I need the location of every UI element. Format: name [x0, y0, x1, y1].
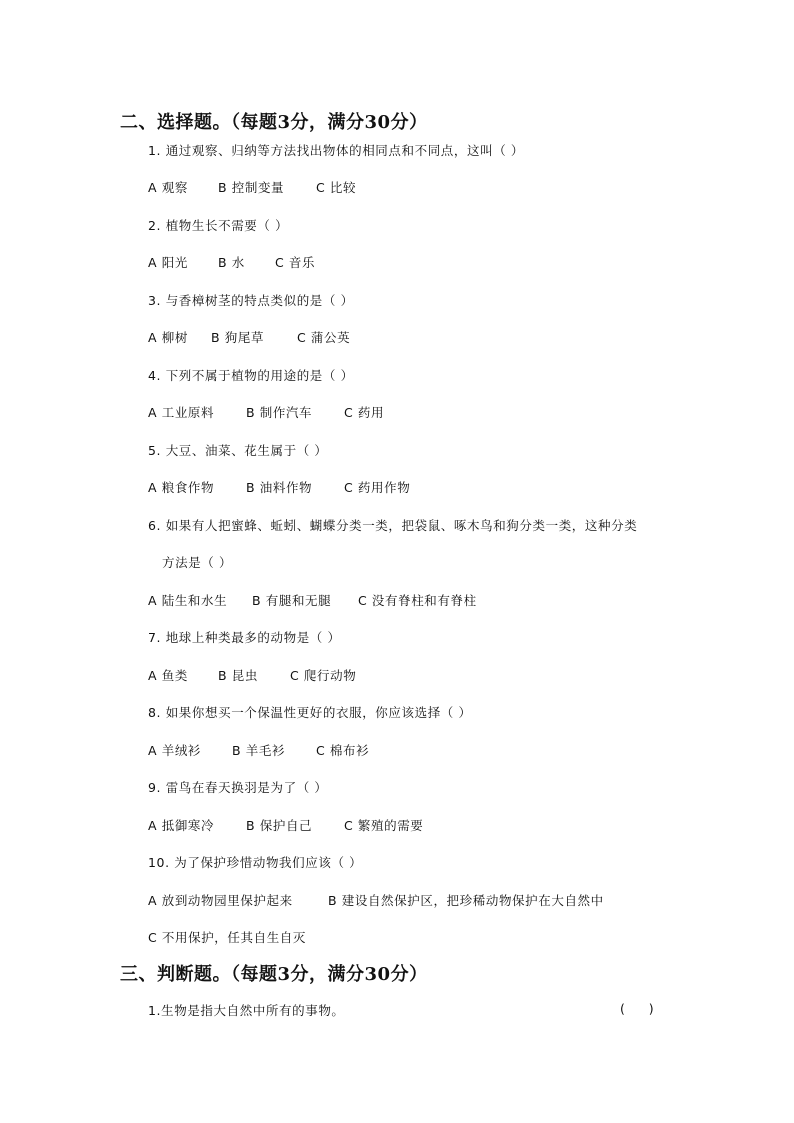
q7-option-c: C 爬行动物: [290, 668, 357, 683]
q8-option-b: B 羊毛衫: [232, 743, 286, 758]
q8-option-c: C 棉布衫: [316, 743, 370, 758]
q7-option-b: B 昆虫: [218, 668, 258, 683]
q10-option-b: B 建设自然保护区，把珍稀动物保护在大自然中: [328, 893, 604, 908]
q5-option-c: C 药用作物: [344, 480, 411, 495]
q1-option-b: B 控制变量: [218, 180, 285, 195]
question-10: 10. 为了保护珍惜动物我们应该（ ）: [148, 855, 363, 870]
question-3: 3. 与香樟树茎的特点类似的是（ ）: [148, 293, 354, 308]
q7-option-a: A 鱼类: [148, 668, 188, 683]
question-9: 9. 雷鸟在春天换羽是为了（ ）: [148, 780, 328, 795]
q4-option-c: C 药用: [344, 405, 385, 420]
section2-title: 二、选择题。（每题3分，满分30分）: [120, 112, 428, 133]
q3-option-a: A 柳树: [148, 330, 188, 345]
q6-option-b: B 有腿和无腿: [252, 593, 332, 608]
q5-option-a: A 粮食作物: [148, 480, 215, 495]
question-6-continued: 方法是（ ）: [162, 555, 233, 570]
q3-option-b: B 狗尾草: [211, 330, 265, 345]
q1-option-c: C 比较: [316, 180, 357, 195]
q9-option-c: C 繁殖的需要: [344, 818, 424, 833]
question-1: 1. 通过观察、归纳等方法找出物体的相同点和不同点，这叫（ ）: [148, 143, 524, 158]
q9-option-b: B 保护自己: [246, 818, 313, 833]
q6-option-a: A 陆生和水生: [148, 593, 228, 608]
question-2: 2. 植物生长不需要（ ）: [148, 218, 289, 233]
question-6: 6. 如果有人把蜜蜂、蚯蚓、蝴蝶分类一类，把袋鼠、啄木鸟和狗分类一类，这种分类: [148, 518, 638, 533]
q10-option-a: A 放到动物园里保护起来: [148, 893, 293, 908]
section3-title: 三、判断题。（每题3分，满分30分）: [120, 964, 428, 985]
q2-option-b: B 水: [218, 255, 245, 270]
tf-question-1-answer-bracket: ( ): [620, 1001, 654, 1016]
question-5: 5. 大豆、油菜、花生属于（ ）: [148, 443, 328, 458]
q2-option-a: A 阳光: [148, 255, 188, 270]
q5-option-b: B 油料作物: [246, 480, 313, 495]
q2-option-c: C 音乐: [275, 255, 316, 270]
q3-option-c: C 蒲公英: [297, 330, 351, 345]
q8-option-a: A 羊绒衫: [148, 743, 202, 758]
q6-option-c: C 没有脊柱和有脊柱: [358, 593, 477, 608]
q1-option-a: A 观察: [148, 180, 188, 195]
question-4: 4. 下列不属于植物的用途的是（ ）: [148, 368, 354, 383]
q10-option-c: C 不用保护，任其自生自灭: [148, 930, 307, 945]
q4-option-a: A 工业原料: [148, 405, 215, 420]
q4-option-b: B 制作汽车: [246, 405, 313, 420]
question-7: 7. 地球上种类最多的动物是（ ）: [148, 630, 341, 645]
question-8: 8. 如果你想买一个保温性更好的衣服，你应该选择（ ）: [148, 705, 472, 720]
q9-option-a: A 抵御寒冷: [148, 818, 215, 833]
tf-question-1: 1.生物是指大自然中所有的事物。: [148, 1003, 345, 1018]
